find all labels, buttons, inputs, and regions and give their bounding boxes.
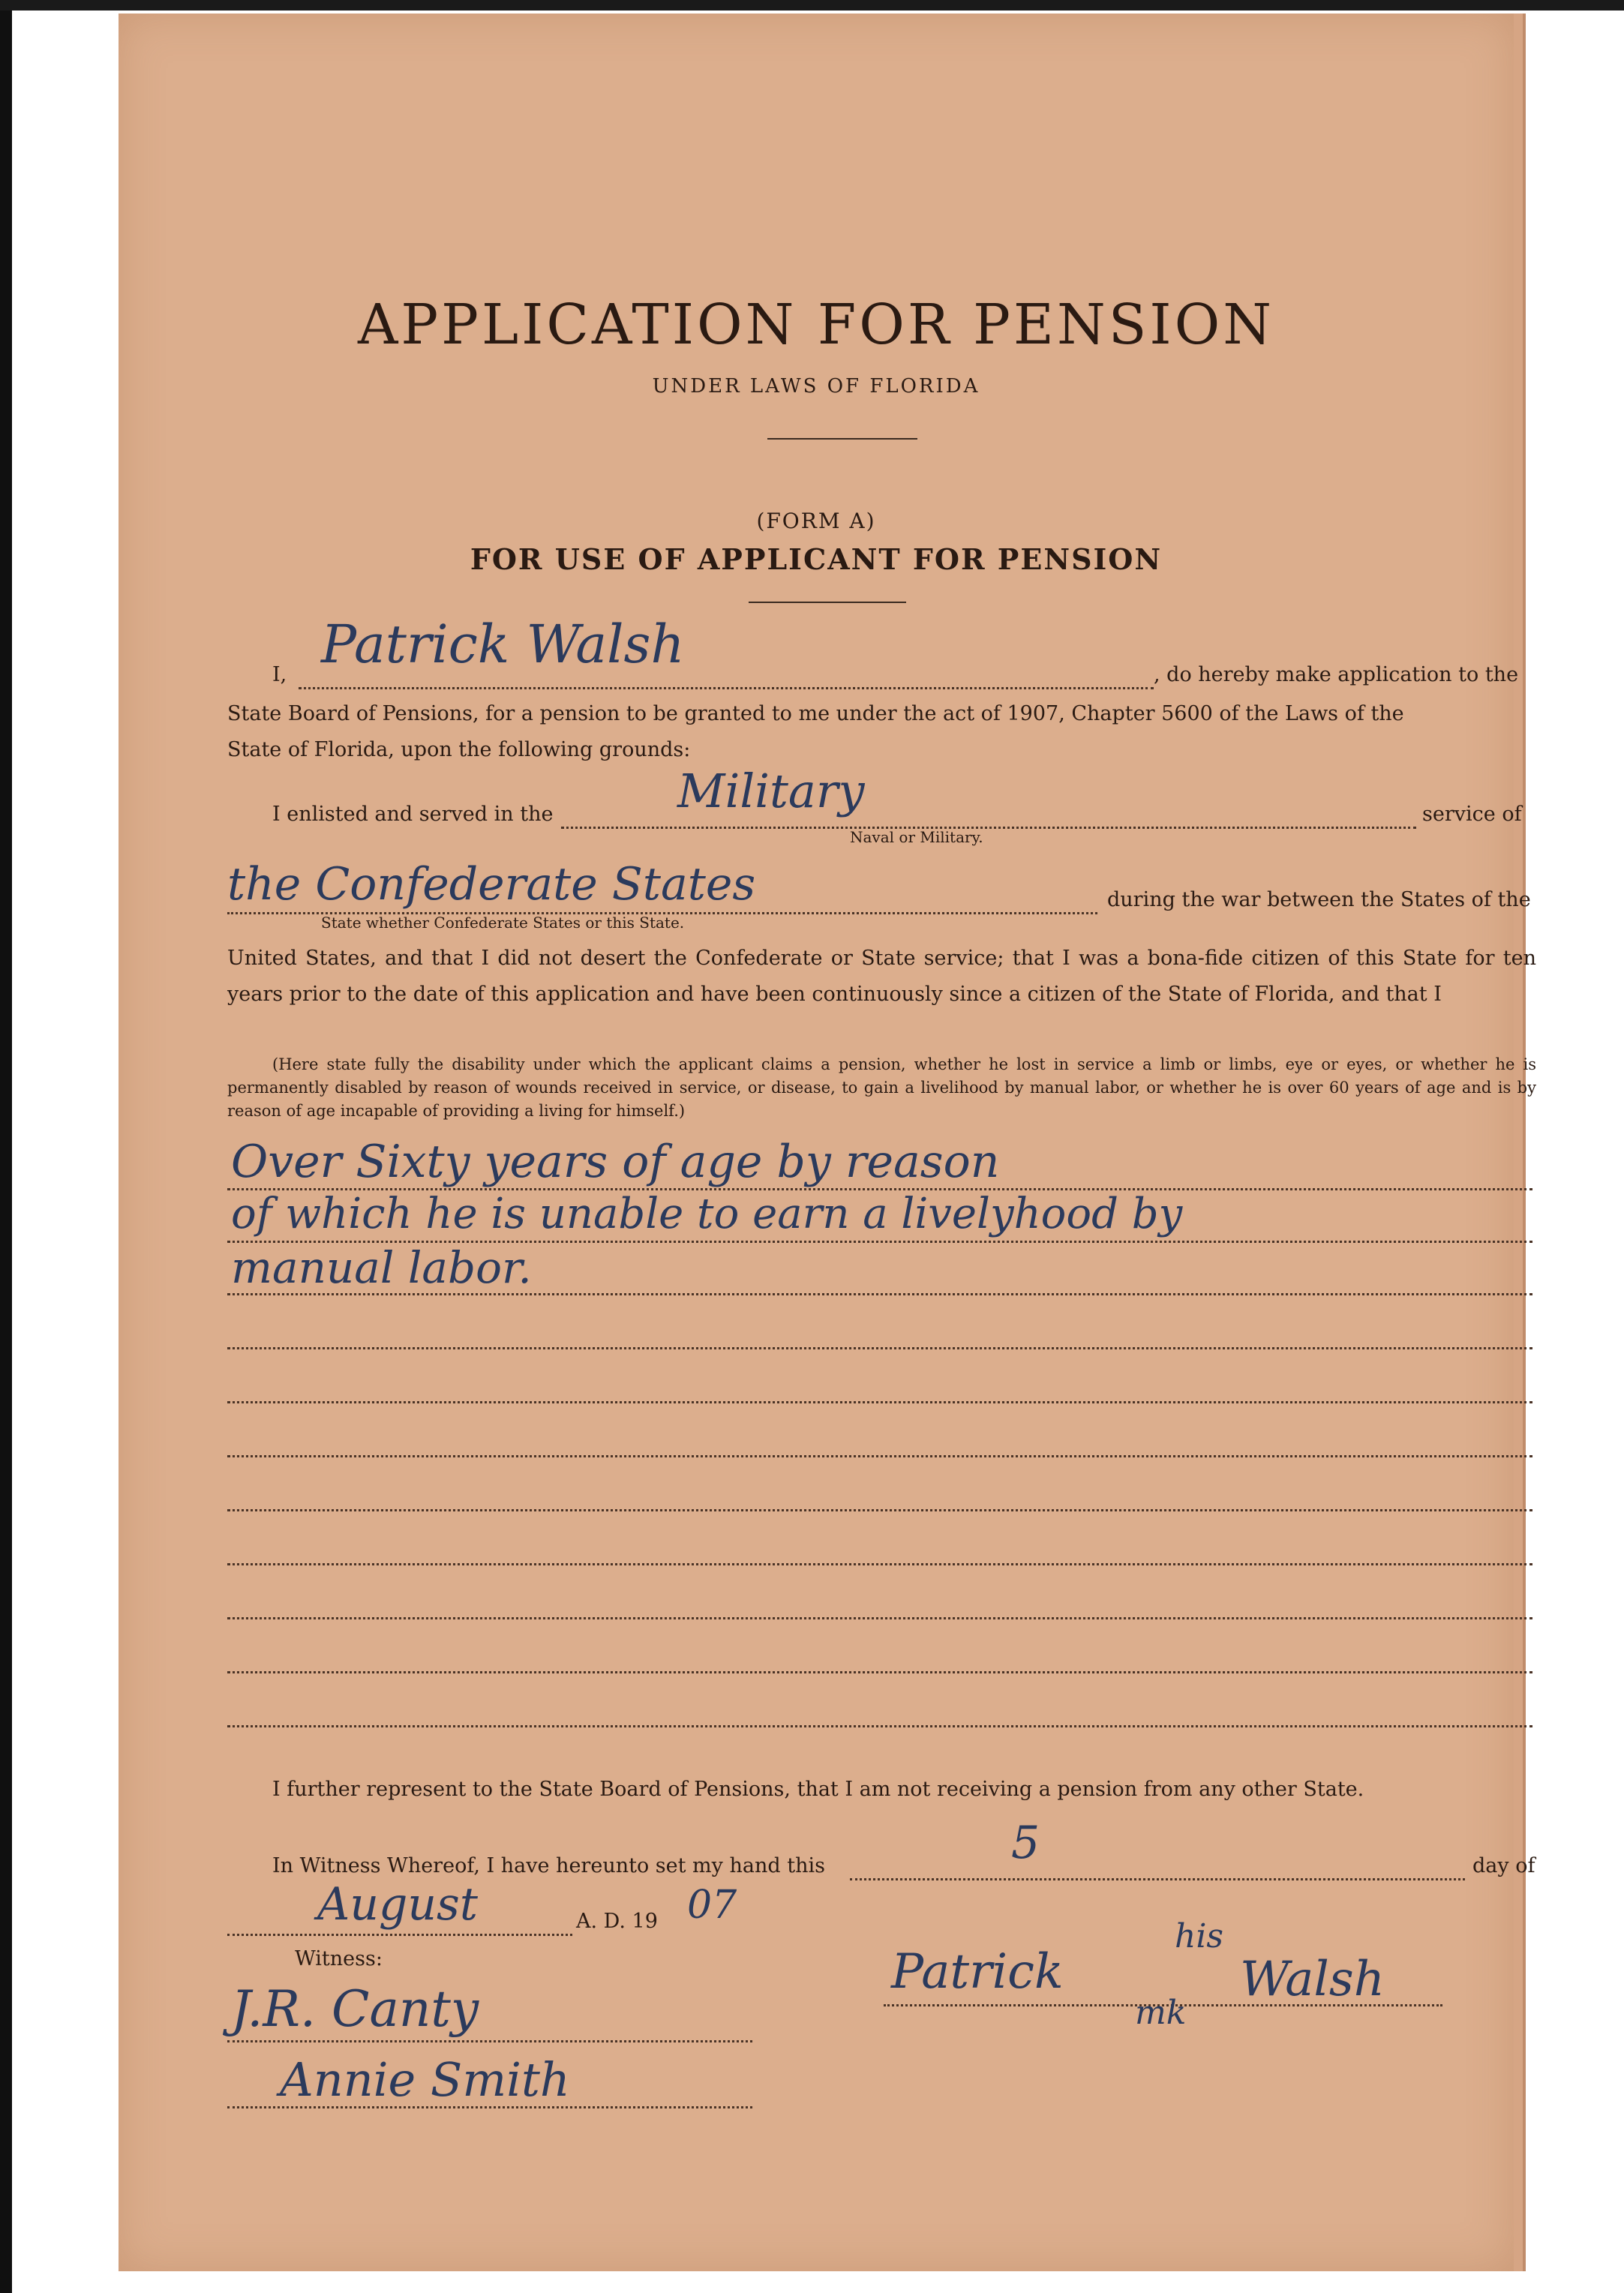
- naval-hint: Naval or Military.: [850, 828, 983, 846]
- service-of-entry: the Confederate States: [227, 858, 756, 911]
- applicant-name: Patrick Walsh: [321, 614, 685, 675]
- line2-text: State Board of Pensions, for a pension to be granted to me under the act of 1907, Chapter 5600 of the Laws of the: [227, 702, 1404, 725]
- blank-line: [227, 1401, 1532, 1403]
- signature-first-name: Patrick: [891, 1944, 1064, 2000]
- form-label: (FORM A): [756, 509, 876, 533]
- form-use-heading: FOR USE OF APPLICANT FOR PENSION: [470, 542, 1163, 576]
- service-type-entry: Military: [677, 764, 865, 818]
- day-dotted-line: [850, 1878, 1465, 1880]
- signature-last-name: Walsh: [1240, 1952, 1385, 2007]
- enlisted-prefix: I enlisted and served in the: [272, 803, 554, 826]
- witness-label: Witness:: [295, 1947, 383, 1970]
- disability-line-3: [227, 1293, 1532, 1295]
- enlisted-suffix: service of: [1422, 803, 1522, 826]
- blank-line: [227, 1671, 1532, 1673]
- witness-whereof-prefix: In Witness Whereof, I have hereunto set my hand this: [272, 1854, 825, 1877]
- form-subtitle: UNDER LAWS OF FLORIDA: [652, 375, 980, 398]
- divider-rule: [749, 602, 906, 603]
- disability-entry-2: of which he is unable to earn a livelyhood by: [231, 1190, 1183, 1238]
- line1-prefix: I,: [272, 663, 287, 686]
- pension-form: [119, 14, 1536, 2271]
- month-entry: August: [317, 1878, 478, 1931]
- day-entry: 5: [1011, 1817, 1040, 1869]
- ad-label: A. D. 19: [576, 1910, 658, 1933]
- disability-entry-1: Over Sixty years of age by reason: [231, 1136, 1000, 1188]
- name-dotted-line: [299, 687, 1154, 689]
- blank-line: [227, 1617, 1532, 1619]
- witness2-signature: Annie Smith: [280, 2052, 570, 2107]
- line3-text: State of Florida, upon the following grounds:: [227, 738, 691, 761]
- service-dotted-line: [561, 827, 1416, 829]
- form-title: APPLICATION FOR PENSION: [357, 293, 1275, 357]
- disability-instructions: (Here state fully the disability under which the applicant claims a pension, whether he lost in service a limb or limbs, eye or eyes, or whether he is permanently disabled by reason of wounds received in service, or disease, to gain a livelihood by manual labor, or whether he is over 60 years of age and is by reason of age incapable of providing a living for himself.): [227, 1055, 1536, 1120]
- state-hint: State whether Confederate States or this State.: [321, 914, 685, 932]
- witness-whereof-suffix: day of: [1472, 1854, 1535, 1877]
- scan-border-left: [0, 0, 12, 2293]
- blank-line: [227, 1347, 1532, 1349]
- blank-line: [227, 1725, 1532, 1727]
- further-statement: I further represent to the State Board of Pensions, that I am not receiving a pension from any other State.: [272, 1778, 1364, 1801]
- year-entry: 07: [687, 1883, 737, 1928]
- blank-line: [227, 1509, 1532, 1511]
- witness1-dotted-line: [227, 2040, 752, 2042]
- line1-suffix: , do hereby make application to the: [1154, 663, 1519, 686]
- month-dotted-line: [227, 1934, 572, 1936]
- disability-entry-3: manual labor.: [231, 1242, 532, 1293]
- eligibility-paragraph: United States, and that I did not desert the Confederate or State service; that I was a bona-fide citizen of this State for ten years prior to the date of this application and have been continuously since a citizen of the State of Florida, and that I: [227, 947, 1536, 1006]
- mark-mk: mk: [1135, 1994, 1187, 2032]
- witness1-signature: J.R. Canty: [231, 1980, 479, 2038]
- scan-border-top: [0, 0, 1624, 11]
- blank-line: [227, 1455, 1532, 1457]
- divider-rule: [767, 438, 917, 440]
- during-text: during the war between the States of the: [1107, 888, 1531, 911]
- mark-his: his: [1175, 1917, 1223, 1955]
- blank-line: [227, 1563, 1532, 1565]
